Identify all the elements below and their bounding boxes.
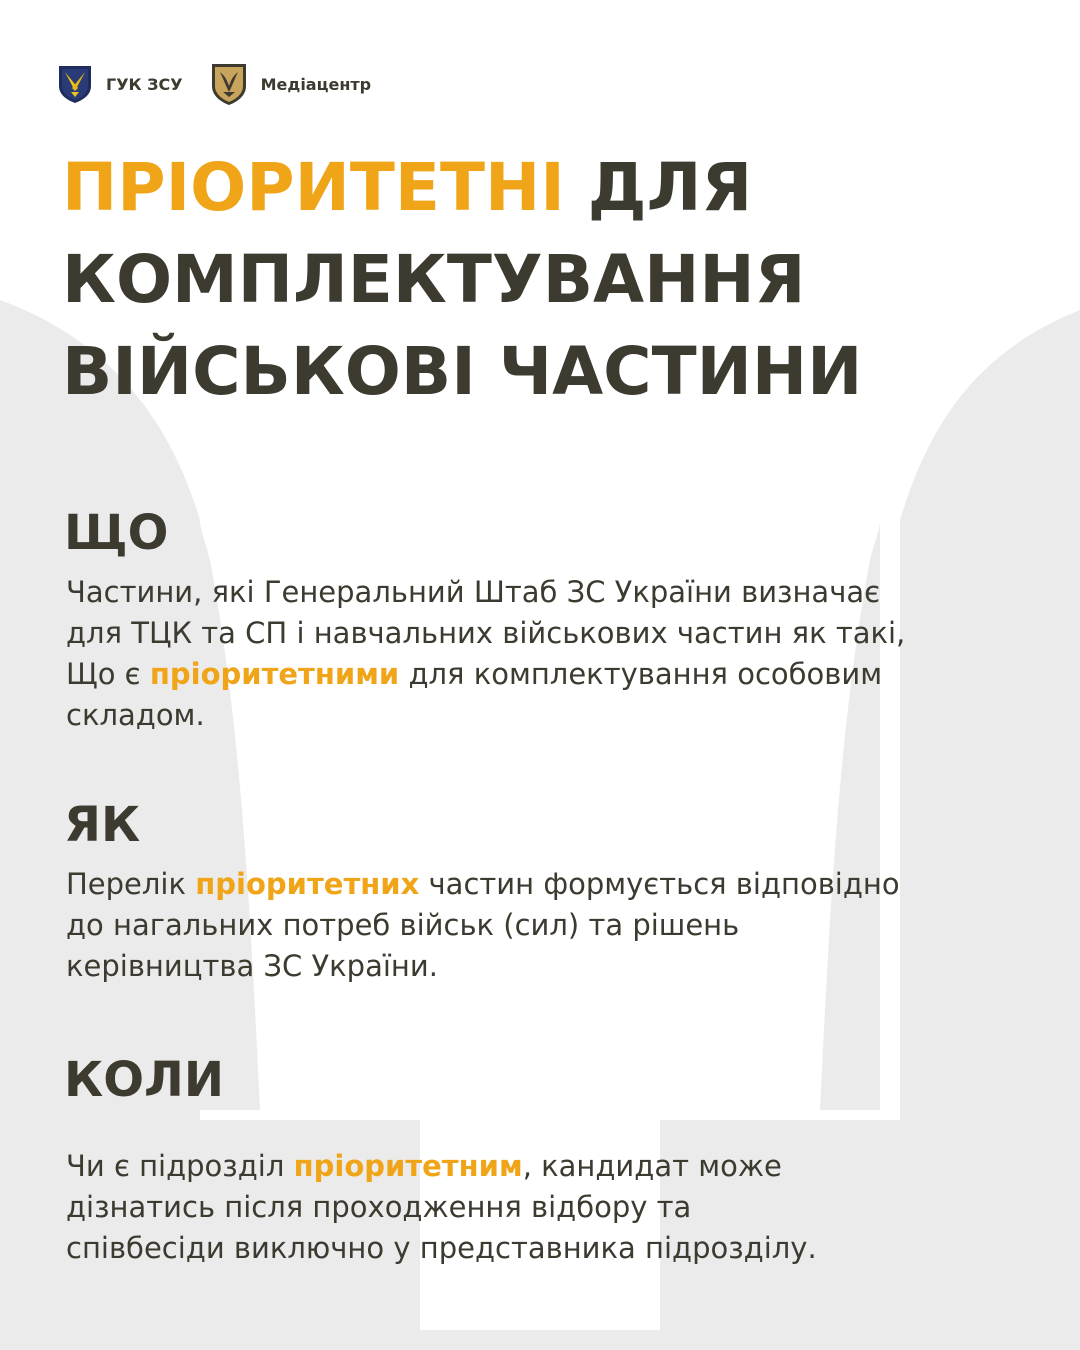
section-when-line-2: дізнатись після проходження відбору та — [66, 1190, 692, 1224]
section-how-text — [66, 864, 1026, 987]
section-how-heading: ЯК — [64, 797, 141, 853]
section-when-text — [66, 1146, 1026, 1269]
title-line-1 — [62, 142, 862, 234]
section-what-line-4: складом. — [66, 698, 205, 732]
logo-gvk-zsu — [58, 64, 183, 104]
section-when-line-1-after: , кандидат може — [522, 1149, 782, 1183]
section-how-highlight: пріоритетних — [195, 867, 420, 901]
section-what-highlight: пріоритетними — [149, 657, 400, 691]
section-what-line-3-before: Що є — [66, 657, 150, 691]
logo-mediacenter-label: Медіацентр — [260, 74, 372, 94]
header — [58, 60, 399, 108]
section-how-line-1-after: частин формується відповідно — [419, 867, 900, 901]
section-how-line-1 — [66, 864, 1026, 905]
section-when-highlight: пріоритетним — [293, 1149, 523, 1183]
section-what-text — [66, 572, 1026, 736]
section-how-line-3: керівництва ЗС України. — [66, 949, 438, 983]
section-when-heading: КОЛИ — [64, 1052, 225, 1108]
section-what-line-2: для ТЦК та СП і навчальних військових частин як такі, — [66, 616, 906, 650]
section-what-line-3-after: для комплектування особовим — [399, 657, 883, 691]
section-when-line-1 — [66, 1146, 1026, 1187]
section-how-line-2: до нагальних потреб військ (сил) та рішень — [66, 908, 740, 942]
section-how-line-1-before: Перелік — [66, 867, 196, 901]
title-line-1-rest: ДЛЯ — [587, 149, 753, 226]
mediacenter-emblem-icon — [211, 62, 247, 106]
section-when-line-1-before: Чи є підрозділ — [66, 1149, 294, 1183]
logo-mediacenter — [211, 62, 371, 106]
section-when-line-3: співбесіди виключно у представника підрозділу. — [66, 1231, 817, 1265]
section-what-line-1: Частини, які Генеральний Штаб ЗС України визначає — [66, 575, 881, 609]
title-highlight: ПРІОРИТЕТНІ — [62, 149, 565, 226]
section-what-heading: ЩО — [64, 505, 169, 561]
logo-gvk-zsu-label: ГУК ЗСУ — [106, 74, 183, 94]
title-line-3: ВІЙСЬКОВІ ЧАСТИНИ — [62, 333, 863, 410]
page-title — [62, 142, 862, 418]
gvk-zsu-emblem-icon — [58, 64, 92, 104]
section-what-line-3 — [66, 654, 1026, 695]
title-line-2: КОМПЛЕКТУВАННЯ — [62, 241, 806, 318]
